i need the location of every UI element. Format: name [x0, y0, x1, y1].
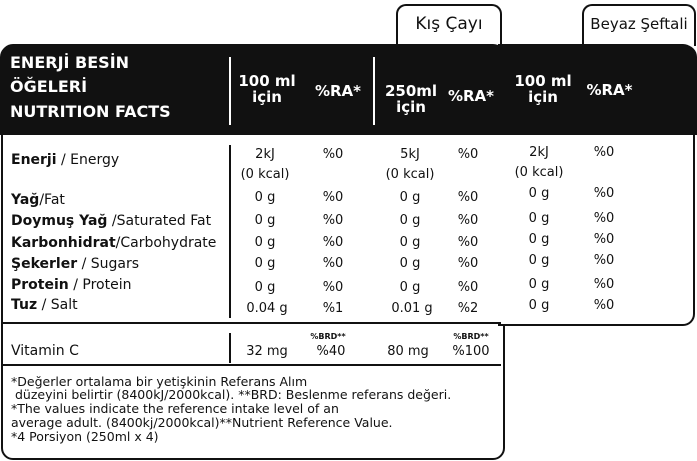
cell-fat-v5: 0 g	[528, 186, 550, 201]
cell-salt-v4: %2	[457, 301, 479, 316]
row-label-carbohydrate	[11, 235, 216, 251]
cell-protein-v2: %0	[322, 280, 344, 295]
cell-carb-v2: %0	[322, 235, 344, 250]
header-title-line2: ÖĞELERİ	[10, 77, 88, 96]
label-en: Salt	[50, 297, 78, 313]
header-col6: %RA*	[586, 81, 633, 99]
cell-satfat-v3: 0 g	[399, 213, 421, 228]
header-divider	[373, 57, 375, 125]
cell-salt-v5: 0 g	[528, 298, 550, 313]
cell-carb-v6: %0	[593, 232, 615, 247]
footnote-line4: average adult. (8400kj/2000kcal)**Nutrient Reference Value.	[11, 415, 393, 430]
cell-sugars-v1: 0 g	[254, 256, 276, 271]
cell-vitc-v2: %40	[316, 344, 346, 359]
cell-sugars-v2: %0	[322, 256, 344, 271]
cell-sugars-v3: 0 g	[399, 256, 421, 271]
cell-carb-v4: %0	[457, 235, 479, 250]
label-sep: /	[37, 297, 51, 313]
label-en: Protein	[82, 277, 132, 293]
header-col5	[512, 73, 574, 105]
label-tr: Karbonhidrat	[11, 235, 116, 251]
cell-carb-v3: 0 g	[399, 235, 421, 250]
footnote-line1: *Değerler ortalama bir yetişkinin Referans Alım	[11, 374, 308, 389]
row-label-fat	[11, 192, 65, 208]
cell-energy-v3b: (0 kcal)	[385, 167, 435, 182]
label-sep: /	[39, 192, 45, 208]
header-title-line1: ENERJİ BESİN	[10, 53, 130, 72]
cell-fat-v2: %0	[322, 190, 344, 205]
label-tr: Doymuş Yağ	[11, 213, 108, 229]
header-col3-line2: için	[396, 98, 426, 116]
cell-energy-v4: %0	[457, 147, 479, 162]
cell-salt-v3: 0.01 g	[391, 301, 433, 316]
label-en: Energy	[70, 152, 120, 168]
cell-satfat-v4: %0	[457, 213, 479, 228]
label-tr: Enerji	[11, 152, 57, 168]
footnote-line3: *The values indicate the reference intake level of an	[11, 401, 339, 416]
cell-sugars-v5: 0 g	[528, 253, 550, 268]
cell-energy-v1b: (0 kcal)	[240, 167, 290, 182]
label-sep: /	[68, 277, 83, 293]
header-col1-line2: için	[252, 88, 282, 106]
header-col3	[380, 83, 442, 115]
header-title-line3: NUTRITION FACTS	[10, 102, 171, 121]
cell-energy-v6: %0	[593, 145, 615, 160]
label-sep: /	[115, 235, 121, 251]
header-col4: %RA*	[447, 87, 495, 105]
cell-protein-v1: 0 g	[254, 280, 276, 295]
row-label-saturated-fat	[11, 213, 211, 229]
table-header	[0, 45, 697, 135]
label-sep: /	[107, 213, 117, 229]
cell-protein-v3: 0 g	[399, 280, 421, 295]
cell-salt-v2: %1	[322, 301, 344, 316]
divider-line	[1, 322, 501, 324]
brd-label-1: %BRD**	[310, 332, 346, 341]
cell-vitc-v1: 32 mg	[246, 344, 288, 359]
header-col3-line1: 250ml	[384, 82, 438, 100]
cell-satfat-v6: %0	[593, 211, 615, 226]
cell-carb-v5: 0 g	[528, 232, 550, 247]
vitamin-divider	[229, 333, 231, 363]
label-sep: /	[77, 256, 91, 272]
cell-protein-v6: %0	[593, 277, 615, 292]
row-label-sugars	[11, 256, 139, 272]
brd-label-2: %BRD**	[453, 332, 489, 341]
label-tr: Şekerler	[11, 256, 78, 272]
cell-satfat-v2: %0	[322, 213, 344, 228]
row-label-protein	[11, 277, 131, 293]
label-en: Saturated Fat	[116, 213, 212, 229]
footnote-line2: düzeyini belirtir (8400kJ/2000kcal). **BRD: Beslenme referans değeri.	[11, 387, 452, 402]
cell-fat-v6: %0	[593, 186, 615, 201]
row-label-salt	[11, 297, 78, 313]
cell-satfat-v5: 0 g	[528, 211, 550, 226]
label-en: Sugars	[90, 256, 140, 272]
row-label-energy	[11, 152, 119, 168]
cell-energy-v5b: (0 kcal)	[514, 165, 564, 180]
cell-energy-v2: %0	[322, 147, 344, 162]
cell-protein-v4: %0	[457, 280, 479, 295]
header-col1	[236, 73, 298, 105]
header-col2: %RA*	[314, 82, 362, 100]
tab-beyaz-seftali: Beyaz Şeftali	[582, 4, 696, 46]
cell-salt-v6: %0	[593, 298, 615, 313]
cell-vitc-v4: %100	[452, 344, 490, 359]
header-col5-line2: için	[528, 88, 558, 106]
cell-fat-v4: %0	[457, 190, 479, 205]
label-tr: Protein	[11, 277, 69, 293]
header-col5-line1: 100 ml	[514, 72, 572, 90]
cell-protein-v5: 0 g	[528, 277, 550, 292]
label-sep: /	[56, 152, 71, 168]
cell-energy-v1: 2kJ	[255, 147, 275, 162]
label-tr: Tuz	[11, 297, 38, 313]
header-col1-line1: 100 ml	[238, 72, 296, 90]
cell-fat-v3: 0 g	[399, 190, 421, 205]
cell-fat-v1: 0 g	[254, 190, 276, 205]
label-en: Fat	[44, 192, 65, 208]
divider-line	[1, 364, 501, 366]
cell-energy-v5: 2kJ	[529, 145, 549, 160]
cell-satfat-v1: 0 g	[254, 213, 276, 228]
header-divider	[229, 57, 231, 125]
row-label-vitamin-c: Vitamin C	[11, 343, 79, 359]
footnote-line5: *4 Porsiyon (250ml x 4)	[11, 429, 159, 444]
cell-sugars-v6: %0	[593, 253, 615, 268]
tab-kis-cayi: Kış Çayı	[396, 4, 502, 46]
label-tr: Yağ	[11, 192, 40, 208]
cell-carb-v1: 0 g	[254, 235, 276, 250]
cell-sugars-v4: %0	[457, 256, 479, 271]
label-en: Carbohydrate	[120, 235, 217, 251]
cell-vitc-v3: 80 mg	[387, 344, 429, 359]
cell-salt-v1: 0.04 g	[246, 301, 288, 316]
cell-energy-v3: 5kJ	[400, 147, 420, 162]
